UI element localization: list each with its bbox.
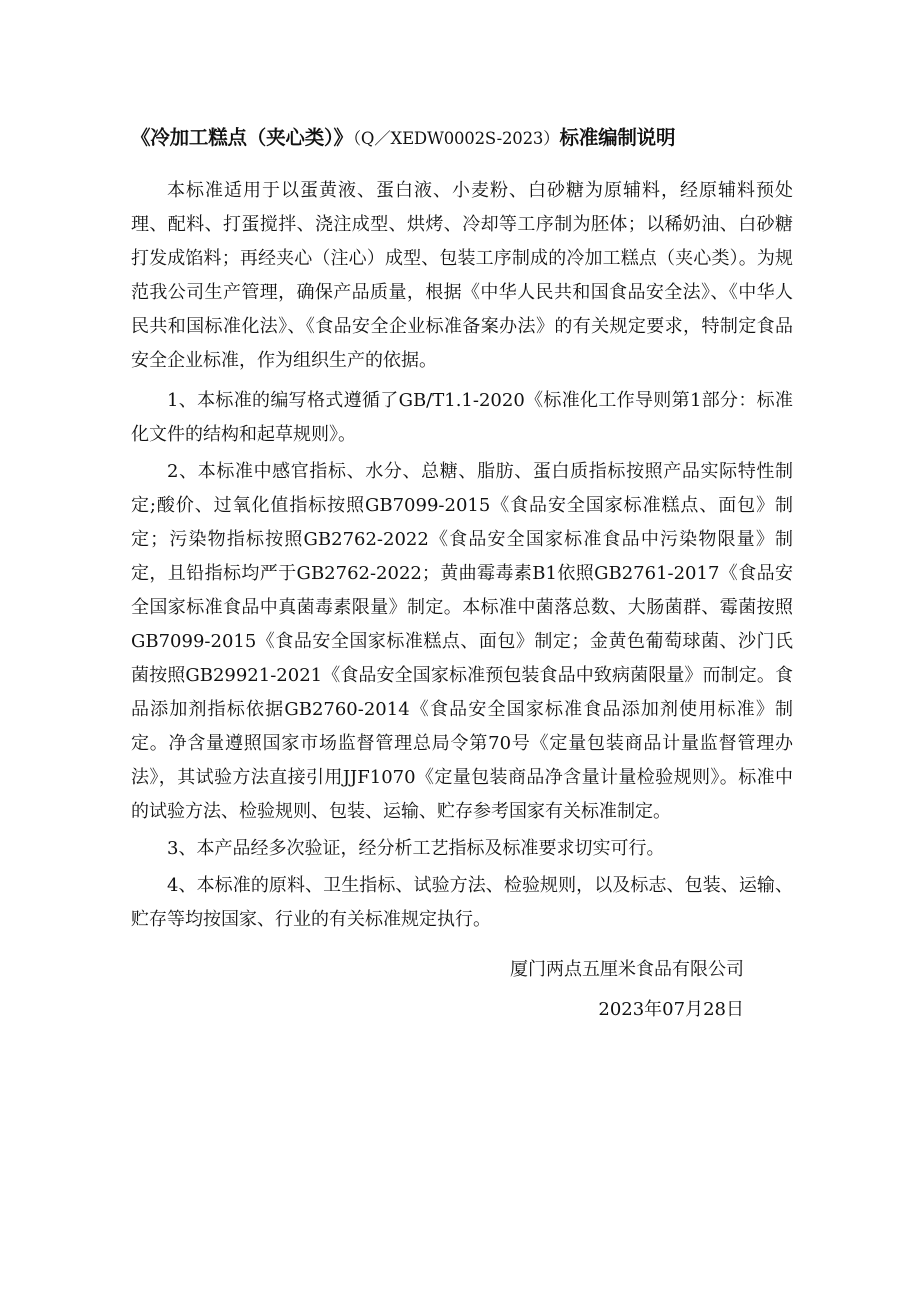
clause-1-paragraph: 1、本标准的编写格式遵循了GB/T1.1-2020《标准化工作导则第1部分：标准化文件的结构和起草规则》。 xyxy=(131,390,793,445)
clause-2-paragraph: 2、本标准中感官指标、水分、总糖、脂肪、蛋白质指标按照产品实际特性制定;酸价、过氧化值指标按照GB7099-2015《食品安全国家标准糕点、面包》制定；污染物指标按照GB2762-2022《食品安全国家标准食品中污染物限量》制定，且铅指标均严于GB2762-2022；黄曲霉毒素B1依照GB2761-2017《食品安全国家标准食品中真菌毒素限量》制定。本标准中菌落总数、大肠菌群、霉菌按照GB7099-2015《食品安全国家标准糕点、面包》制定；金黄色葡萄球菌、沙门氏菌按照GB29921-2021《食品安全国家标准预包装食品中致病菌限量》而制定。食品添加剂指标依据GB2760-2014《食品安全国家标准食品添加剂使用标准》制定。净含量遵照国家市场监督管理总局令第70号《定量包装商品计量监督管理办法》，其试验方法直接引用JJF1070《定量包装商品净含量计量检验规则》。标准中的试验方法、检验规则、包装、运输、贮存参考国家有关标准制定。 xyxy=(131,461,793,822)
intro-paragraph: 本标准适用于以蛋黄液、蛋白液、小麦粉、白砂糖为原辅料，经原辅料预处理、配料、打蛋搅拌、浇注成型、烘烤、冷却等工序制为胚体；以稀奶油、白砂糖打发成馅料；再经夹心（注心）成型、包装工序制成的冷加工糕点（夹心类）。为规范我公司生产管理，确保产品质量，根据《中华人民共和国食品安全法》、《中华人民共和国标准化法》、《食品安全企业标准备案办法》的有关规定要求，特制定食品安全企业标准，作为组织生产的依据。 xyxy=(131,180,793,371)
document-body xyxy=(131,174,793,937)
title-standard-code: （Q／XEDW0002S-2023） xyxy=(352,129,560,148)
title-main: 《冷加工糕点（夹心类）》 xyxy=(131,126,353,149)
document-title xyxy=(131,122,831,155)
company-name: 厦门两点五厘米食品有限公司 xyxy=(510,959,744,980)
signature-block xyxy=(510,950,744,1030)
clause-3-paragraph: 3、本产品经多次验证，经分析工艺指标及标准要求切实可行。 xyxy=(167,838,665,859)
title-suffix: 标准编制说明 xyxy=(559,126,676,149)
clause-4-paragraph: 4、本标准的原料、卫生指标、试验方法、检验规则，以及标志、包装、运输、贮存等均按国家、行业的有关标准规定执行。 xyxy=(131,875,793,930)
document-date: 2023年07月28日 xyxy=(598,999,744,1020)
